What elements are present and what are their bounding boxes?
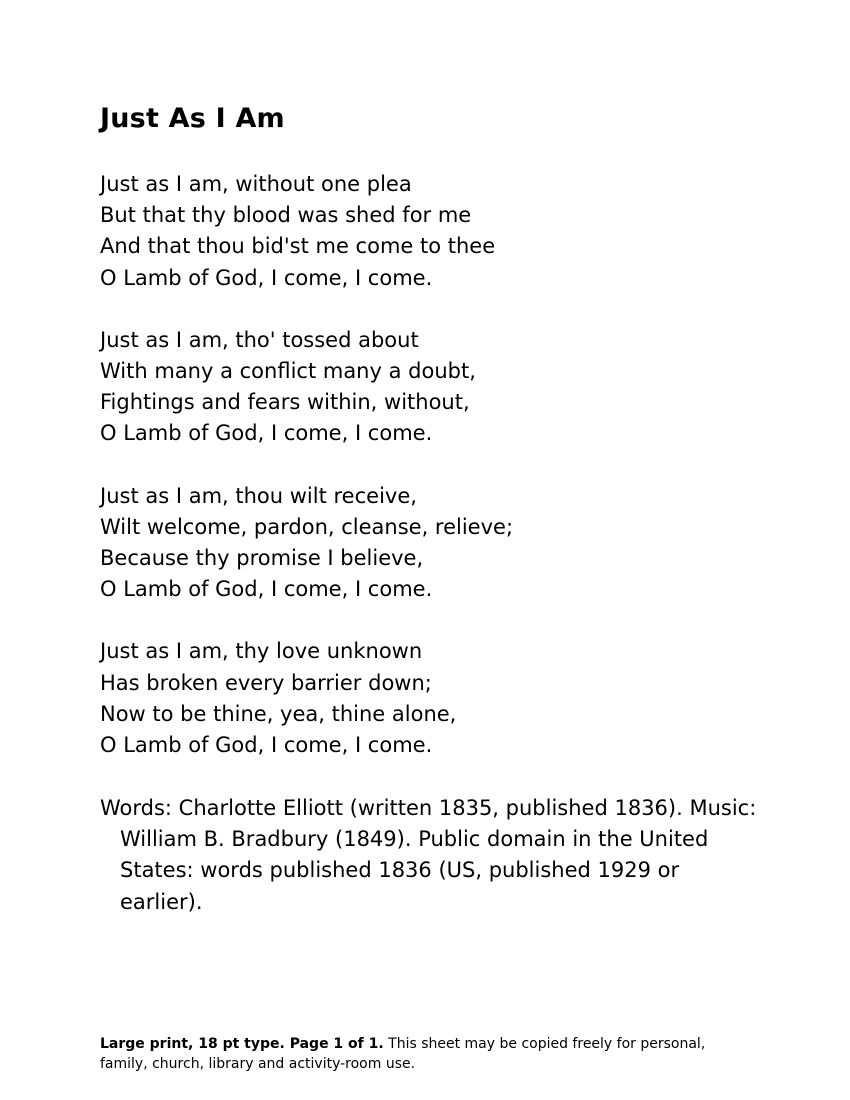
lyric-line: Wilt welcome, pardon, cleanse, relieve; xyxy=(100,514,514,539)
stanza-3 xyxy=(100,481,750,606)
lyric-line: With many a conflict many a doubt, xyxy=(100,359,476,384)
hymn-credits: Words: Charlotte Elliott (written 1835, published 1836). Music: William B. Bradbury (1849). Public domain in the United States: words published 1836 (US, published 1929 or earlier). xyxy=(100,796,757,914)
lyric-line: Just as I am, thou wilt receive, xyxy=(100,483,417,508)
lyric-line: O Lamb of God, I come, I come. xyxy=(100,577,433,602)
footer-note: This sheet may be copied freely for personal, family, church, library and activity-room use. xyxy=(100,1036,706,1072)
lyric-line: But that thy blood was shed for me xyxy=(100,203,472,228)
lyric-line: Just as I am, thy love unknown xyxy=(100,639,423,664)
lyric-line: Fightings and fears within, without, xyxy=(100,390,470,415)
lyric-line: Has broken every barrier down; xyxy=(100,670,432,695)
hymn-title: Just As I Am xyxy=(100,103,285,134)
lyric-line: And that thou bid'st me come to thee xyxy=(100,234,496,259)
stanza-1 xyxy=(100,169,750,294)
lyric-line: Just as I am, without one plea xyxy=(100,172,412,196)
lyric-line: Because thy promise I believe, xyxy=(100,546,424,571)
page-footer xyxy=(100,1034,740,1074)
lyric-line: O Lamb of God, I come, I come. xyxy=(100,733,433,758)
hymn-lyrics xyxy=(100,169,750,792)
stanza-4 xyxy=(100,636,750,761)
lyric-line: Now to be thine, yea, thine alone, xyxy=(100,701,457,726)
lyric-line: Just as I am, tho' tossed about xyxy=(100,327,419,352)
lyric-line: O Lamb of God, I come, I come. xyxy=(100,265,433,290)
footer-bold-note: Large print, 18 pt type. Page 1 of 1. xyxy=(100,1036,384,1052)
stanza-2 xyxy=(100,325,750,450)
lyric-line: O Lamb of God, I come, I come. xyxy=(100,421,433,446)
